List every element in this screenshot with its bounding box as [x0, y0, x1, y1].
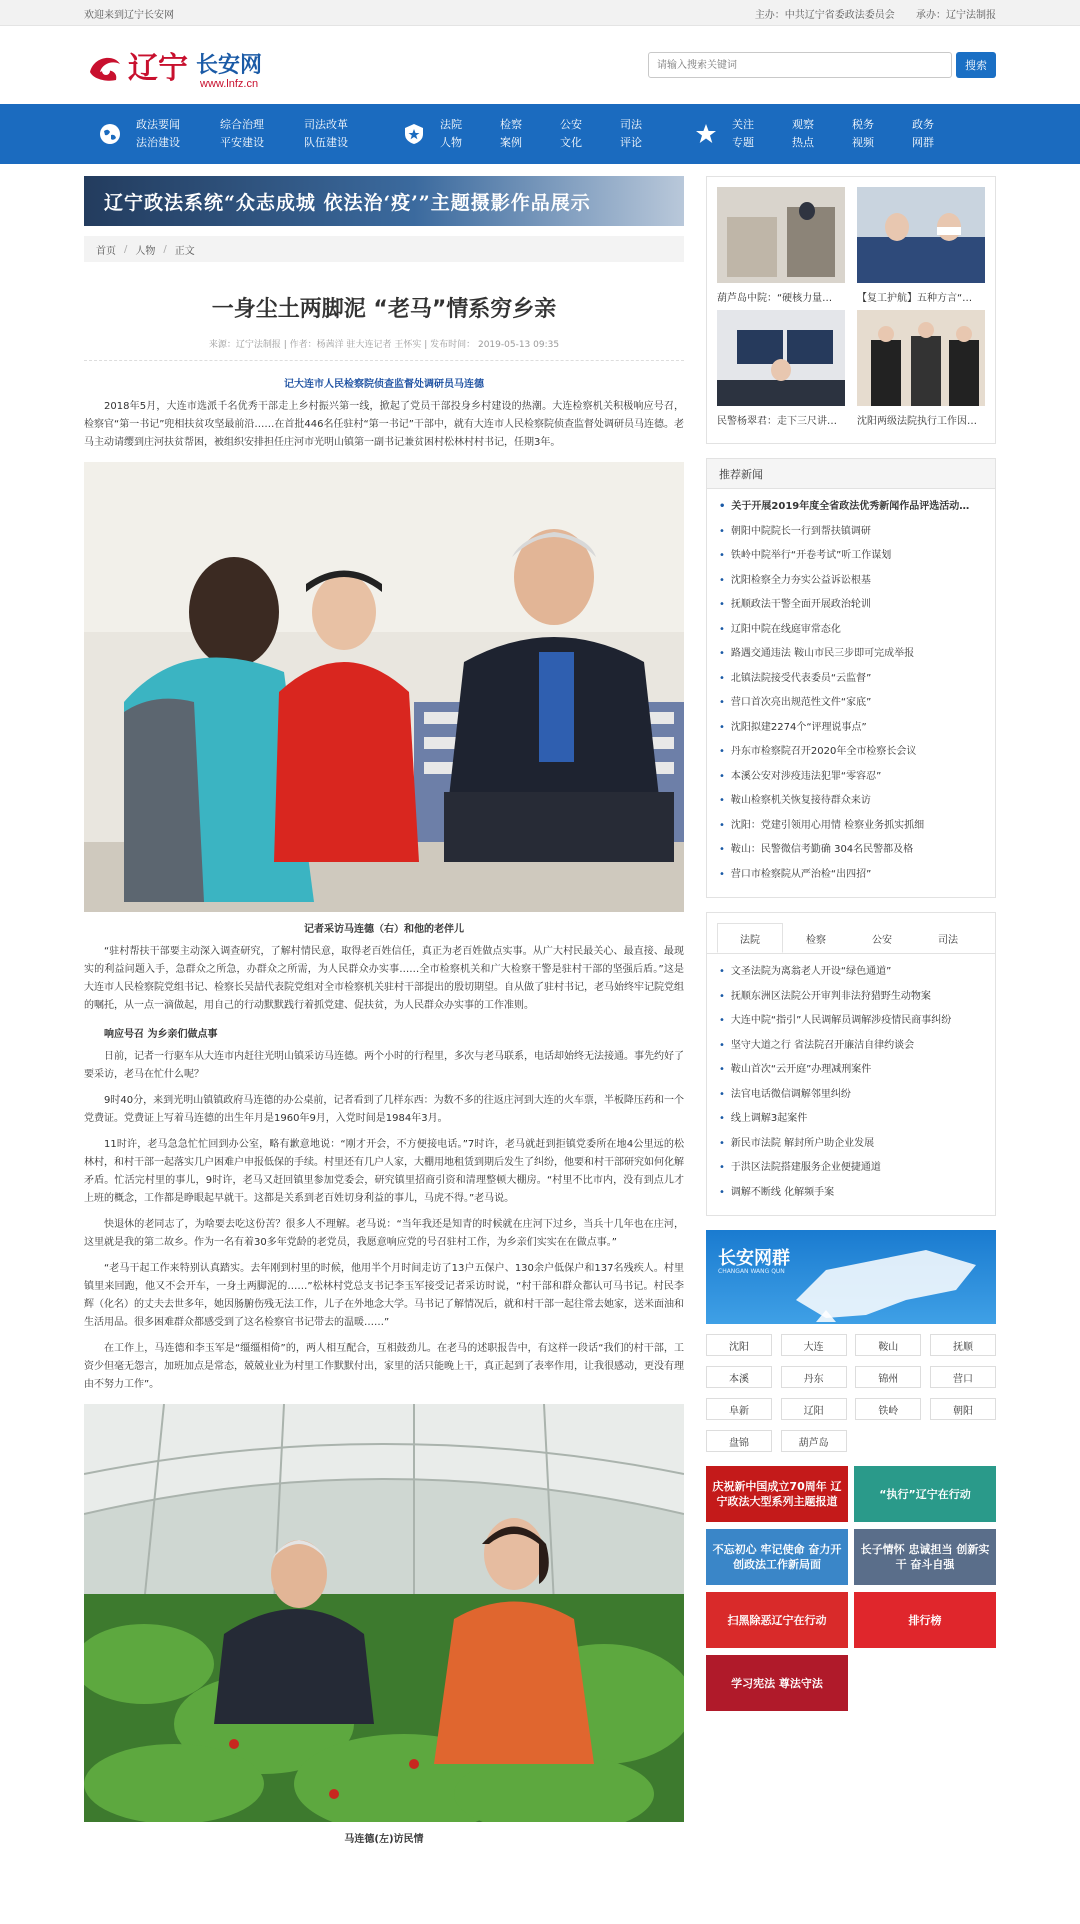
thumb-caption: 葫芦岛中院：“硬核力量…: [717, 293, 833, 304]
recommend-news-item[interactable]: • 营口首次亮出规范性文件“家底”: [719, 691, 983, 716]
article-photo: [84, 1404, 684, 1822]
divider: [84, 360, 684, 361]
promo-banners: [706, 1466, 996, 1718]
nav-column: [440, 104, 462, 164]
category-tab[interactable]: 司法: [938, 934, 958, 946]
promo-banner-text: 长子情怀 忠诚担当 创新实干 奋斗自强: [860, 1543, 990, 1571]
nav-link[interactable]: 综合治理: [220, 118, 264, 131]
category-news-item[interactable]: • 调解不断线 化解频手案: [719, 1181, 983, 1206]
nav-link[interactable]: 政法要闻: [136, 118, 180, 131]
nav-column: [620, 104, 642, 164]
category-news-item[interactable]: • 坚守大道之行 省法院召开廉洁自律约谈会: [719, 1034, 983, 1059]
article-paragraph: 在工作上，马连德和李玉军是“缰缰相倚”的，两人相互配合，互相鼓劲儿。在老马的述职报告中，有这样一段话“我们的村干部，工资少但毫无怨言，加班加点是常态，兢兢业业为村里工作默默付出，家里的活只能晚上干，真正起到了表率作用，让我很感动，更没有理由不努力工作”。: [84, 1343, 684, 1390]
main-nav: [0, 104, 1080, 164]
site-logo[interactable]: [84, 38, 284, 94]
photo-news-item[interactable]: [857, 310, 985, 427]
nav-link[interactable]: 队伍建设: [304, 136, 348, 149]
city-link[interactable]: 大连: [781, 1334, 847, 1356]
city-link[interactable]: 抚顺: [930, 1334, 996, 1356]
svg-text:辽宁: 辽宁: [128, 51, 188, 86]
category-news-item[interactable]: • 文圣法院为离翁老人开设“绿色通道”: [719, 960, 983, 985]
spacer: [930, 1430, 996, 1462]
star-icon: [694, 122, 718, 146]
globe-icon: [98, 122, 122, 146]
article-paragraph: 日前，记者一行驱车从大连市内赶往光明山镇采访马连德。两个小时的行程里，多次与老马联系，电话却始终无法接通。事先约好了要采访，老马在忙什么呢？: [84, 1051, 684, 1080]
nav-group: [680, 104, 972, 164]
nav-link[interactable]: 税务: [852, 118, 874, 131]
recommend-news-item[interactable]: • 路遇交通违法 鞍山市民三步即可完成举报: [719, 642, 983, 667]
sidebar: [706, 176, 996, 1845]
category-news-box: [706, 912, 996, 1216]
article-column: [84, 176, 684, 1845]
category-news-item[interactable]: • 鞍山首次“云开庭”办理减刑案件: [719, 1058, 983, 1083]
city-link[interactable]: 鞍山: [855, 1334, 921, 1356]
city-link[interactable]: 辽阳: [781, 1398, 847, 1420]
category-news-item[interactable]: • 新民市法院 解封所户助企业发展: [719, 1132, 983, 1157]
promo-banner-text: 庆祝新中国成立70周年 辽宁政法大型系列主题报道: [712, 1480, 842, 1508]
nav-group: [84, 104, 388, 164]
article-photo: [84, 462, 684, 912]
photo-caption: 记者采访马连德（右）和他的老伴儿: [304, 924, 464, 935]
recommend-news-item[interactable]: • 朝阳中院院长一行到帮扶镇调研: [719, 520, 983, 545]
city-link[interactable]: 营口: [930, 1366, 996, 1388]
nav-column: [912, 104, 934, 164]
photo-news-item[interactable]: [717, 187, 845, 304]
article-subtitle: 记大连市人民检察院侦查监督处调研员马连德: [284, 379, 484, 390]
promo-banner[interactable]: [706, 1529, 848, 1585]
logo-url: www.lnfz.cn: [200, 78, 259, 90]
organizer-text: 承办：辽宁法制报: [916, 9, 996, 21]
article-meta: 来源：辽宁法制报 | 作者：杨茜洋 驻大连记者 王怀实 | 发布时间： 2019-05-13 09:35: [208, 340, 560, 350]
category-tab[interactable]: 法院: [717, 923, 783, 953]
recommend-news-item[interactable]: • 本溪公安对涉疫违法犯罪“零容忍”: [719, 765, 983, 790]
recommend-news-item[interactable]: • 北镇法院接受代表委员“云监督”: [719, 667, 983, 692]
category-news-item[interactable]: • 大连中院“指引”人民调解员调解涉疫情民商事纠纷: [719, 1009, 983, 1034]
breadcrumb-home[interactable]: 首页: [96, 245, 116, 257]
nav-link[interactable]: 法院: [440, 118, 462, 131]
nav-column: [500, 104, 522, 164]
article-paragraph: “老马干起工作来特别认真踏实。去年刚到村里的时候，他用半个月时间走访了13户五保户、130余户低保户和137名残疾人。村里镇里来回跑，他又不会开车，一身土两脚泥的……”松林村党总支书记李玉军接受记者采访时说，“村干部和群众都认可马书记。村民李辉（化名）的丈夫去世多年，她因肠腑伤残无法工作，儿子在外地念大学。马书记了解情况后，就和村干部一起往常去她家，送米面油和生活用品。很多困难群众都感受到了这名检察官书记带去的温暖……”: [84, 1263, 684, 1328]
recommend-news-box: [706, 458, 996, 898]
site-group-title: 长安网群: [718, 1248, 790, 1269]
spacer: [855, 1430, 921, 1462]
nav-link[interactable]: 观察: [792, 118, 814, 131]
photo-caption: 马连德(左)访民情: [344, 1834, 424, 1845]
category-news-item[interactable]: • 法官电话微信调解邻里纠纷: [719, 1083, 983, 1108]
recommend-news-item[interactable]: • 沈阳拟建2274个“评理说事点”: [719, 716, 983, 741]
promo-banner-text: “执行”辽宁在行动: [879, 1487, 971, 1501]
recommend-news-item[interactable]: • 关于开展2019年度全省政法优秀新闻作品评选活动…: [719, 495, 983, 520]
category-news-item[interactable]: • 线上调解3起案件: [719, 1107, 983, 1132]
nav-group: [388, 104, 680, 164]
article-section-heading: 响应号召 为乡亲们做点事: [104, 1029, 218, 1040]
nav-link[interactable]: 文化: [560, 136, 582, 149]
welcome-text: 欢迎来到辽宁长安网: [84, 9, 174, 21]
nav-column: [732, 104, 754, 164]
article-title: 一身尘土两脚泥 “老马”情系穷乡亲: [211, 297, 557, 322]
city-links: [706, 1334, 996, 1462]
nav-column: [220, 104, 264, 164]
nav-link[interactable]: 司法改革: [304, 118, 348, 131]
nav-link[interactable]: 法治建设: [136, 136, 180, 149]
host-text: 主办：中共辽宁省委政法委员会: [754, 9, 895, 21]
search-input[interactable]: [648, 52, 952, 78]
badge-icon: [402, 122, 426, 146]
topic-banner-text: 辽宁政法系统“众志成城 依法治‘疫’”主题摄影作品展示: [104, 191, 591, 214]
city-link[interactable]: 沈阳: [706, 1334, 772, 1356]
promo-banner[interactable]: [706, 1466, 848, 1522]
promo-banner-text: 扫黑除恶辽宁在行动: [727, 1613, 827, 1627]
category-tabs: [707, 913, 995, 954]
recommend-news-item[interactable]: • 抚顺政法干警全面开展政治轮训: [719, 593, 983, 618]
recommend-news-item[interactable]: • 鞍山检察机关恢复接待群众来访: [719, 789, 983, 814]
promo-banner-text: 排行榜: [908, 1613, 942, 1627]
nav-link[interactable]: 政务: [912, 118, 934, 131]
promo-banner[interactable]: [854, 1466, 996, 1522]
article-paragraph: 11时许，老马急急忙忙回到办公室，略有歉意地说：“刚才开会，不方便接电话。”7时许，老马就赶到拒镇党委所在地4公里远的松林村，和村干部一起落实几户困难户申报低保的手续。村里还有几户人家，大棚用地租赁到期后发生了纠纷，他要和村干部研究如何化解矛盾。忙活完村里的事儿，9时许，老马又赶回镇里参加党委会，研究镇里招商引资和清理整顿大棚房。“村里不比市内，没有到点儿才上班的概念，工作都是睁眼起早就干。这都是关系到老百姓切身利益的事儿，马虎不得。”老马说。: [84, 1139, 684, 1204]
category-news-list: [707, 954, 995, 1215]
recommend-news-list: [707, 489, 995, 897]
thumb-caption: 民警杨翠君：走下三尺讲…: [717, 416, 837, 427]
search-bar: [648, 52, 996, 78]
article-paragraph: 2018年5月，大连市选派千名优秀干部走上乡村振兴第一线，掀起了党员干部投身乡村建设的热潮。大连检察机关积极响应号召，检察官“第一书记”兜相扶贫攻坚最前沿……在首批446名任驻村“第一书记”干部中，就有大连市人民检察院侦查监督处调研员马连德。老马主动请缨到庄河扶贫帮困，被组织安排担任庄河市光明山镇第一副书记兼贫困村松林村村书记，任期3年。: [84, 401, 684, 448]
logo-emblem-icon: [84, 38, 194, 94]
site-header: [84, 26, 996, 104]
promo-banner[interactable]: [854, 1592, 996, 1648]
city-link[interactable]: 朝阳: [930, 1398, 996, 1420]
top-bar: [0, 0, 1080, 26]
recommend-news-item[interactable]: • 丹东市检察院召开2020年全市检察长会议: [719, 740, 983, 765]
promo-banner-text: 不忘初心 牢记使命 奋力开创政法工作新局面: [712, 1543, 842, 1571]
category-tab[interactable]: 检察: [806, 934, 826, 946]
promo-banner[interactable]: [706, 1592, 848, 1648]
recommend-news-item[interactable]: • 鞍山：民警微信考勤确 304名民警都及格: [719, 838, 983, 863]
nav-link[interactable]: 关注: [732, 118, 754, 131]
site-group-subtitle: CHANGAN WANG QUN: [718, 1268, 785, 1275]
recommend-news-item[interactable]: • 辽阳中院在线庭审常态化: [719, 618, 983, 643]
nav-link[interactable]: 案例: [500, 136, 522, 149]
thumb-image: [857, 187, 985, 283]
photo-news-box: [706, 176, 996, 444]
nav-column: [852, 104, 874, 164]
thumb-caption: 【复工护航】五种方言“…: [857, 293, 973, 304]
nav-link[interactable]: 网群: [912, 136, 934, 149]
site-group-banner[interactable]: [706, 1230, 996, 1324]
nav-link[interactable]: 评论: [620, 136, 642, 149]
city-link[interactable]: 阜新: [706, 1398, 772, 1420]
city-link[interactable]: 葫芦岛: [781, 1430, 847, 1452]
nav-column: [304, 104, 348, 164]
photo-news-item[interactable]: [717, 310, 845, 427]
city-link[interactable]: 锦州: [855, 1366, 921, 1388]
nav-column: [792, 104, 814, 164]
category-news-item[interactable]: • 于洪区法院搭建服务企业便捷通道: [719, 1156, 983, 1181]
nav-column: [136, 104, 180, 164]
recommend-news-item[interactable]: • 营口市检察院从严治检“出四招”: [719, 863, 983, 888]
nav-link[interactable]: 人物: [440, 136, 462, 149]
city-link[interactable]: 铁岭: [855, 1398, 921, 1420]
city-link[interactable]: 丹东: [781, 1366, 847, 1388]
promo-banner[interactable]: [706, 1655, 848, 1711]
nav-link[interactable]: 平安建设: [220, 136, 264, 149]
nav-link[interactable]: 专题: [732, 136, 754, 149]
article-paragraph: 9时40分，来到光明山镇镇政府马连德的办公桌前，记者看到了几样东西：为数不多的往返庄河到大连的火车票，半板降压药和一个党费证。党费证上写着马连德的出生年月是1960年9月，入党时间是1984年3月。: [84, 1095, 684, 1124]
nav-link[interactable]: 检察: [500, 118, 522, 131]
thumb-caption: 沈阳两级法院执行工作因…: [857, 416, 977, 427]
search-button[interactable]: 搜索: [956, 52, 996, 78]
article-paragraph: 快退休的老同志了，为啥要去吃这份苦？很多人不理解。老马说：“当年我还是知青的时候就在庄河下过乡，当兵十几年也在庄河，这里就是我的第二故乡。作为一名有着30多年党龄的老党员，我愿意响应党的号召驻村工作，为乡亲们实实在在做点事。”: [84, 1219, 684, 1248]
thumb-image: [717, 187, 845, 283]
thumb-image: [857, 310, 985, 406]
recommend-news-item[interactable]: • 沈阳：党建引领用心用情 检察业务抓实抓细: [719, 814, 983, 839]
breadcrumb-current: 正文: [174, 245, 195, 257]
breadcrumb-people[interactable]: 人物: [135, 245, 156, 257]
recommend-news-title: 推荐新闻: [707, 459, 995, 489]
city-link[interactable]: 盘锦: [706, 1430, 772, 1452]
nav-column: [560, 104, 582, 164]
nav-link[interactable]: 视频: [852, 136, 874, 149]
promo-banner-text: 学习宪法 尊法守法: [731, 1676, 823, 1690]
nav-link[interactable]: 热点: [792, 136, 814, 149]
nav-link[interactable]: 司法: [620, 118, 642, 131]
promo-banner[interactable]: [854, 1529, 996, 1585]
logo-name: 长安网: [196, 52, 263, 78]
recommend-news-item[interactable]: • 沈阳检察全力夯实公益诉讼根基: [719, 569, 983, 594]
topic-banner[interactable]: [84, 176, 684, 226]
photo-news-item[interactable]: [857, 187, 985, 304]
city-link[interactable]: 本溪: [706, 1366, 772, 1388]
category-tab[interactable]: 公安: [872, 934, 892, 946]
thumb-image: [717, 310, 845, 406]
breadcrumb: 首页 / 人物 / 正文: [84, 236, 684, 262]
nav-link[interactable]: 公安: [560, 118, 582, 131]
recommend-news-item[interactable]: • 铁岭中院举行“开卷考试”听工作谋划: [719, 544, 983, 569]
category-news-item[interactable]: • 抚顺东洲区法院公开审判非法狩猎野生动物案: [719, 985, 983, 1010]
article-paragraph: “驻村帮扶干部要主动深入调查研究，了解村情民意，取得老百姓信任，真正为老百姓做点实事。从广大村民最关心、最直接、最现实的利益问题入手，急群众之所急，办群众之所需，为人民群众办实事……全市检察机关和广大检察干警是驻村干部的坚强后盾。”这是大连市人民检察院党组书记、检察长吴喆代表院党组对全市检察机关驻村干部提出的殷切期望。自从做了驻村书记，老马始终牢记院党组的嘱托，从一点一滴做起，用自己的行动默默践行着抓党建、促扶贫，为人民群众办实事的工作准则。: [84, 946, 684, 1011]
